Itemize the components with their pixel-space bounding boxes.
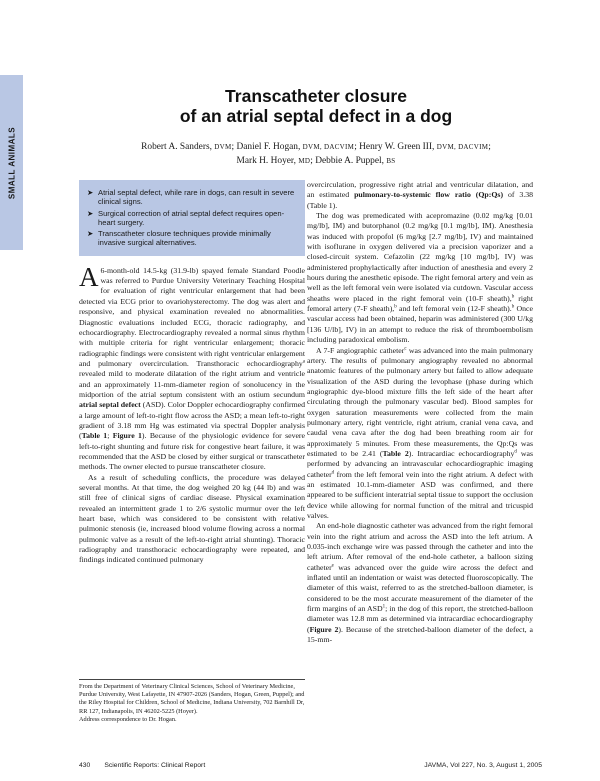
body-paragraph: An end-hole diagnostic catheter was advanced from the right femoral vein into the right atrium and across the ASD into the left atrium. A 0.035-inch exchange wire was passed through the catheter and into the left atrium. After removal of the end-hole catheter, a balloon sizing catheter$^e$ was advanced over the guide wire across the defect and inflated until an indentation or waist was detected fluoroscopically. The diameter of this waist, referred to as the stretched-balloon diameter, is considered to be the most accurate measurement of the diameter of the firm margins of an ASD$^1$; in the dog of this report, the stretched-balloon diameter was 12.8 mm as determined via intracardiac echocardiography (Figure 2). Because of the stretched-balloon diameter of the defect, a 15-mm- (307, 521, 533, 645)
affiliation-footnote (79, 679, 305, 724)
summary-bullet: ➤ Atrial septal defect, while rare in dogs, can result in severe clinical signs. (87, 188, 295, 207)
author-credential: DVM (214, 143, 232, 151)
summary-box (79, 180, 305, 256)
body-paragraph: As a result of scheduling conflicts, the procedure was delayed several months. At that time, the dog weighed 20 kg (44 lb) and was still free of clinical signs of cardiac disease. Physical examination revealed an intermittent grade 1 to 2/6 systolic murmur over the left heart base, which was considered to be consistent with relative pulmonic stenosis (ie, increased blood volume flowing across a normal pulmonic valve as a result of the left-to-right atrial shunting). Thoracic radiography and transthoracic echocardiography were repeated, and findings indicated continued pulmonary (79, 472, 305, 565)
body-paragraph: overcirculation, progressive right atrial and ventricular dilatation, and an estimated pulmonary-to-systemic flow ratio (Qp:Qs) of 3.38 (Table 1). (307, 180, 533, 210)
journal-citation: JAVMA, Vol 227, No. 3, August 1, 2005 (424, 762, 542, 769)
author-credential: DVM, DACVIM (436, 143, 489, 151)
summary-bullet: ➤ Transcatheter closure techniques provide minimally invasive surgical alternatives. (87, 229, 271, 248)
author-name: Robert A. Sanders, (141, 142, 212, 152)
drop-cap: A (79, 261, 99, 292)
arrow-bullet-icon: ➤ (87, 229, 94, 239)
arrow-bullet-icon: ➤ (87, 188, 94, 197)
title-line-1: Transcatheter closure (225, 86, 407, 106)
author-credential: MD (298, 157, 311, 165)
title-line-2: of an atrial septal defect in a dog (179, 106, 453, 126)
affiliation-text: From the Department of Veterinary Clinical Sciences, School of Veterinary Medicine, Purdue University, West Lafayette, IN 47907-2026 (Sanders, Hogan, Green, Puppel); and the Riley Hospital for Children, School of Medicine, Indiana University, 702 Barnhill Dr, RR 127, Indianapolis, IN 46202-5225 (Hoyer). (79, 683, 305, 715)
article-title (100, 86, 532, 126)
page-number: 430 (79, 762, 91, 769)
right-column (307, 180, 533, 645)
author-name: Mark H. Hoyer, (236, 156, 297, 166)
summary-bullet: ➤ Surgical correction of atrial septal defect requires open-heart surgery. (87, 208, 285, 227)
author-name: Daniel F. Hogan, (236, 142, 301, 152)
footer-section: Scientific Reports: Clinical Report (104, 762, 206, 769)
author-list: Robert A. Sanders, DVM; Daniel F. Hogan, DVM, DACVIM; Henry W. Green III, DVM, DACVIM; Mark H. Hoyer, MD; Debbie A. Puppel, BS (141, 142, 491, 166)
page-footer-left (79, 762, 205, 769)
summary-list (87, 188, 297, 248)
body-paragraph: The dog was premedicated with acepromazine (0.02 mg/kg [0.01 mg/lb], IM) and butorphanol (0.2 mg/kg [0.1 mg/lb], IM). Anesthesia was induced with propofol (6 mg/kg [2.7 mg/lb], IV) and maintained with isoflurane in oxygen delivered via a precision vaporizer and a closed-circuit system. Cefazolin (22 mg/kg [10 mg/lb], IV) was administered prophylactically after induction of anesthesia and every 2 hours during the anesthetic episode. The right femoral artery and vein as well as the left femoral vein were isolated via cutdown. Vascular access sheaths were placed in the right femoral vein (10-F sheath),$^b$ right femoral artery (7-F sheath),$^b$ and left femoral vein (12-F sheath).$^b$ Once vascular access had been obtained, heparin was administered (300 U/kg [136 U/lb], IV) in an attempt to reduce the risk of thromboembolism including paradoxical embolism. (307, 211, 533, 345)
author-credential: BS (386, 157, 396, 165)
section-tab-label: SMALL ANIMALS (7, 126, 16, 199)
body-paragraph: A 6-month-old 14.5-kg (31.9-lb) spayed female Standard Poodle was referred to Purdue University Veterinary Teaching Hospital for evaluation of right ventricular enlargement that had been detected via ECG prior to ovariohysterectomy. The dog was alert and responsive, and physical examination revealed no abnormalities. Diagnostic evaluations included ECG, thoracic radiography, and echocardiography. Electrocardiography revealed a normal sinus rhythm with multiple criteria for right ventricular enlargement; thoracic radiographic findings were consistent with right ventricular enlargement and pulmonary overcirculation. Transthoracic echocardiography$^a$ revealed mild to moderate dilatation of the right atrium and ventricle and an approximately 11-mm-diameter region of sonolucency in the midportion of the atrial septum consistent with an ostium secundum atrial septal defect (ASD). Color Doppler echocardiography confirmed a large amount of left-to-right flow across the ASD; a mean left-to-right gradient of 3.18 mm Hg was estimated via spectral Doppler analysis (Table 1; Figure 1). Because of the physiologic evidence for severe left-to-right shunting and future risk for congestive heart failure, it was recommended that the ASD be closed by either surgical or transcatheter methods. The owner elected to pursue transcatheter closure. (79, 261, 305, 472)
section-tab (0, 75, 23, 250)
author-name: Debbie A. Puppel, (315, 156, 384, 166)
arrow-bullet-icon: ➤ (87, 208, 94, 218)
author-name: Henry W. Green III, (359, 142, 435, 152)
author-credential: DVM, DACVIM (302, 143, 355, 151)
left-column (79, 180, 305, 566)
correspondence-text: Address correspondence to Dr. Hogan. (79, 715, 177, 723)
body-paragraph: A 7-F angiographic catheter$^c$ was advanced into the main pulmonary artery. The results of pulmonary angiography revealed no abnormal anatomic features of the pulmonary artery but failed to allow adequate visualization of the ASD during the levophase (phase during which angiographic dye-blood mixture fills the left side of the heart after circulating through the pulmonary vascular bed). Blood samples for oxygen saturation measurements were collected from the main pulmonary artery, right ventricle, right atrium, cranial vena cava, and caudal vena cava after the dog had been breathing room air for approximately 5 minutes. From these measurements, the Qp:Qs was estimated to be 2.41 (Table 2). Intracardiac echocardiography$^d$ was performed by advancing an intravascular echocardiographic imaging catheter$^d$ from the left femoral vein into the right atrium. A defect with an estimated 10.1-mm-diameter ASD was confirmed, and there appeared to be sufficient interatrial septal tissue to support the occlusion device while allowing for normal function of the mitral and tricuspid valves. (307, 345, 534, 520)
